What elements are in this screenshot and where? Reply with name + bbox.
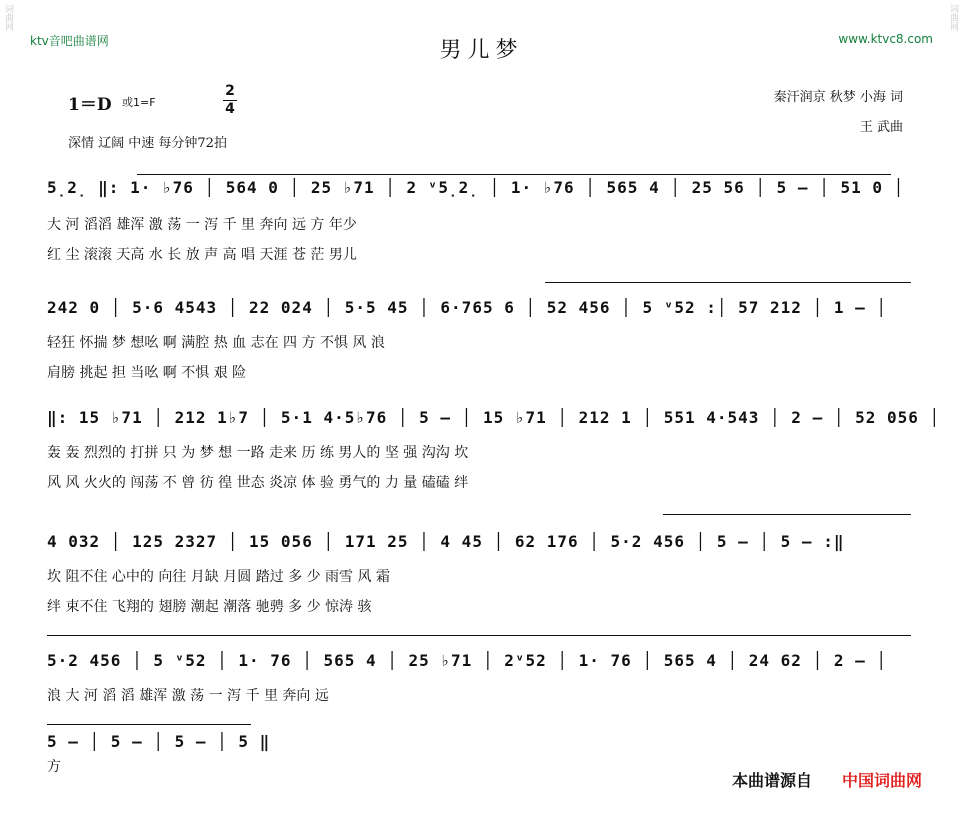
score-system-3 xyxy=(47,398,941,498)
watermark-right xyxy=(947,0,961,817)
source-label: 本曲谱源自 xyxy=(732,771,813,790)
score-system-5 xyxy=(47,645,911,705)
watermark-text: 词曲网 xyxy=(948,4,958,31)
notation-line: 4 032 │ 125 2327 │ 15 056 │ 171 25 │ 4 45 │ 62 176 │ 5·2 456 │ 5 – │ 5 – :‖ xyxy=(47,532,845,551)
time-signature-bottom: 4 xyxy=(225,101,235,117)
lyric-verse-2: 绊 束不住 飞翔的 翅膀 潮起 潮落 驰骋 多 少 惊涛 骇 xyxy=(47,599,372,615)
site-link-right[interactable]: www.ktvc8.com xyxy=(838,32,933,46)
notation-line: ‖: 15 ♭71 │ 212 1♭7 │ 5·1 4·5♭76 │ 5 – │ 15 ♭71 │ 212 1 │ 551 4·543 │ 2 – │ 52 056 │ xyxy=(47,408,941,427)
score-system-2 xyxy=(47,290,911,390)
song-title: 男儿梦 xyxy=(439,38,524,63)
notation-line: 5 – │ 5 – │ 5 – │ 5 ‖ xyxy=(47,732,271,751)
lyric-verse-1: 坎 阻不住 心中的 向往 月缺 月圆 踏过 多 少 雨雪 风 霜 xyxy=(47,569,390,585)
key-signature: 1＝D xyxy=(68,95,112,115)
key-alternative: 或1=F xyxy=(122,96,156,109)
watermark-text: 词曲网 xyxy=(3,4,13,31)
notation-line: 5̣2̣ ‖: 1· ♭76 │ 564 0 │ 25 ♭71 │ 2 ᵛ5̣2̣ │ 1· ♭76 │ 565 4 │ 25 56 │ 5 – │ 51 0 │ xyxy=(47,178,905,197)
source-site-link[interactable]: 中国词曲网 xyxy=(842,771,923,790)
composer-credit: 王 武曲 xyxy=(859,120,903,135)
lyric-verse-1: 轰 轰 烈烈的 打拼 只 为 梦 想 一路 走来 历 练 男人的 坚 强 沟沟 坎 xyxy=(47,445,469,461)
time-signature xyxy=(223,84,237,117)
time-signature-top: 2 xyxy=(225,83,235,99)
lyric-verse-2: 肩膀 挑起 担 当吆 啊 不惧 艰 险 xyxy=(47,365,247,381)
site-link-left[interactable]: ktv音吧曲谱网 xyxy=(30,34,109,48)
score-system-1 xyxy=(47,170,911,270)
lyric-verse-1: 轻狂 怀揣 梦 想吆 啊 满腔 热 血 志在 四 方 不惧 风 浪 xyxy=(47,335,385,351)
lyric-verse-2: 红 尘 滚滚 天高 水 长 放 声 高 唱 天涯 苍 茫 男儿 xyxy=(47,247,357,263)
lyric-verse-1: 大 河 滔滔 雄浑 激 荡 一 泻 千 里 奔向 远 方 年少 xyxy=(47,217,357,233)
lyricist-credit: 秦汗润京 秋梦 小海 词 xyxy=(773,90,903,105)
lyric-verse-2: 风 风 火火的 闯荡 不 曾 彷 徨 世态 炎凉 体 验 勇气的 力 量 磕磕 绊 xyxy=(47,475,469,491)
tempo-expression: 深情 辽阔 中速 每分钟72拍 xyxy=(68,136,227,151)
notation-line: 242 0 │ 5·6 4543 │ 22 024 │ 5·5 45 │ 6·765 6 │ 52 456 │ 5 ᵛ52 :│ 57 212 │ 1 – │ xyxy=(47,298,887,317)
lyric-verse-1: 方 xyxy=(47,759,61,775)
lyric-verse-1: 浪 大 河 滔 滔 雄浑 激 荡 一 泻 千 里 奔向 远 xyxy=(47,688,329,704)
watermark-left xyxy=(2,0,16,817)
score-system-4 xyxy=(47,522,911,622)
notation-line: 5·2 456 │ 5 ᵛ52 │ 1· 76 │ 565 4 │ 25 ♭71 │ 2ᵛ52 │ 1· 76 │ 565 4 │ 24 62 │ 2 – │ xyxy=(47,651,887,670)
